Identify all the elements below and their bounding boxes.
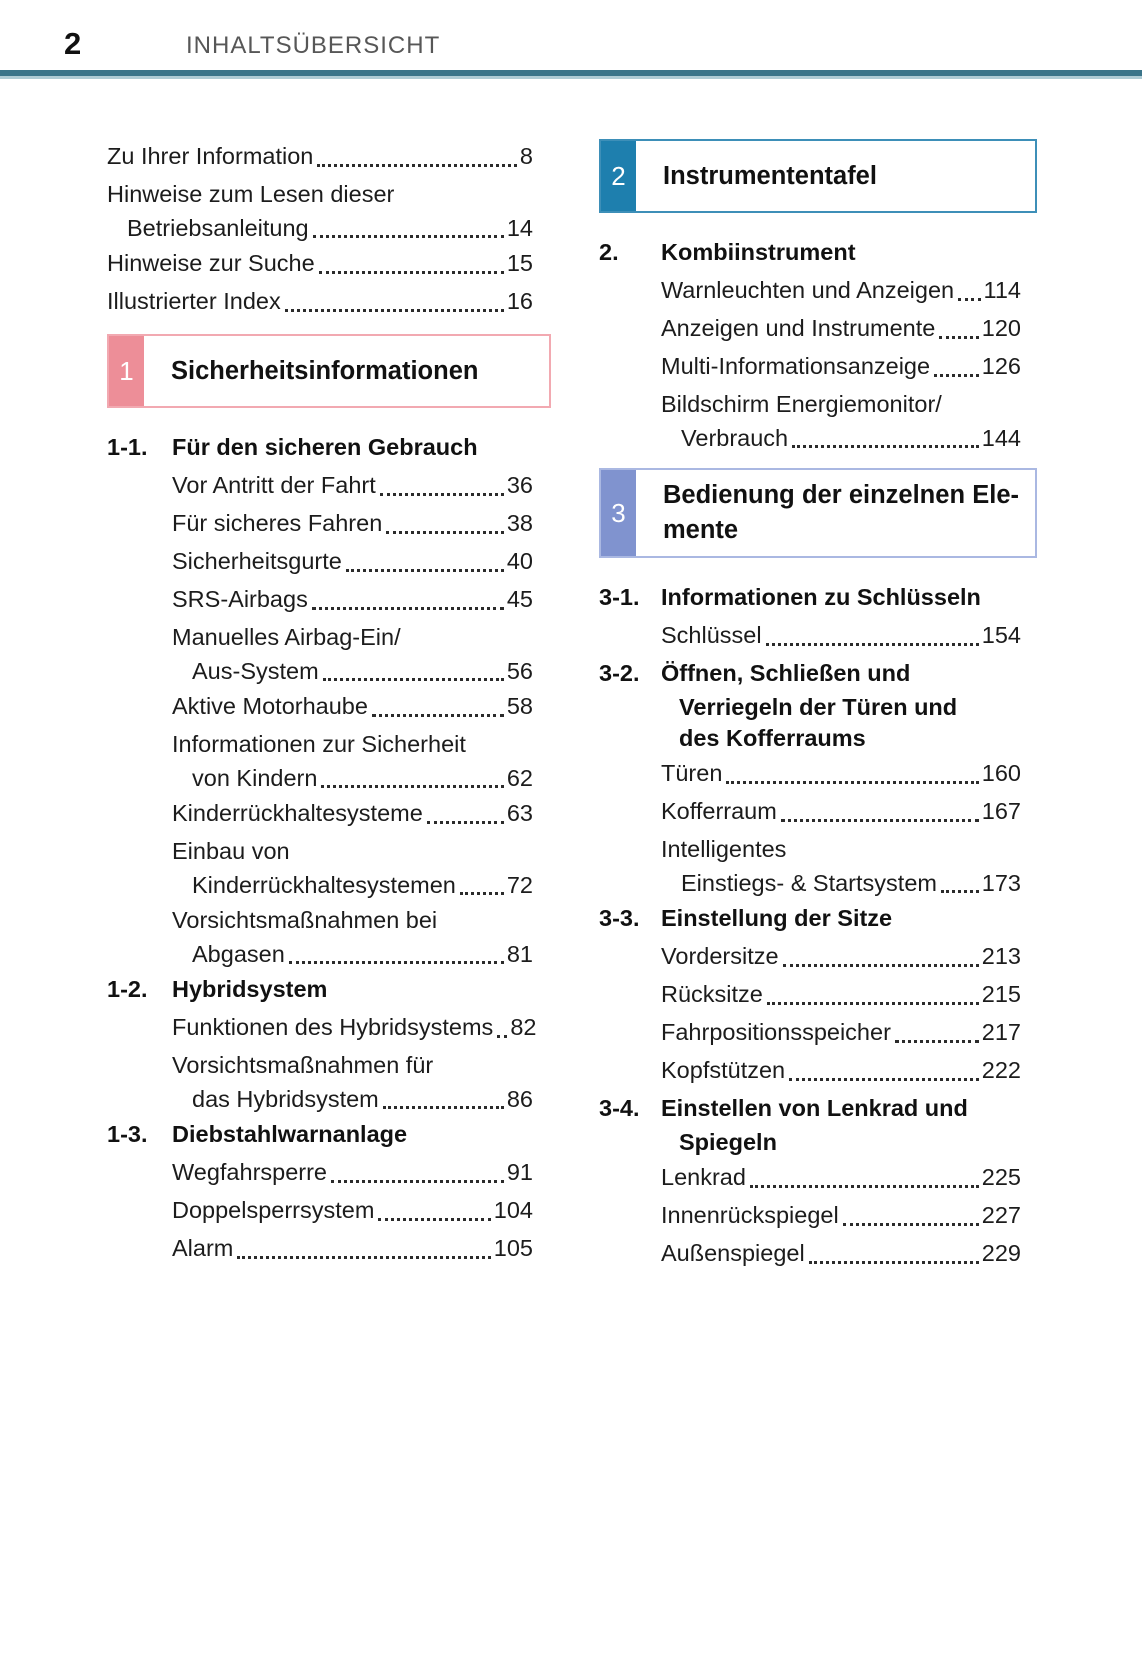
section-title — [636, 141, 1035, 211]
toc-entry-row — [172, 1229, 551, 1267]
toc-entry-row — [107, 244, 551, 282]
toc-entry-leader — [789, 1078, 979, 1081]
toc-entry-row — [661, 792, 1037, 830]
toc-entry-row — [107, 282, 551, 320]
toc-entry-leader — [319, 271, 504, 274]
toc-entry — [107, 618, 551, 687]
toc-entry — [599, 347, 1037, 385]
toc-entry-row — [172, 542, 551, 580]
toc-entry-row — [661, 1051, 1037, 1089]
toc-entry-label: Illustrierter Index — [107, 288, 281, 314]
toc-entry-page: 154 — [981, 622, 1021, 648]
toc-entry — [599, 309, 1037, 347]
toc-entry — [107, 466, 551, 504]
toc-entry-label: das Hybridsystem — [192, 1086, 379, 1112]
toc-entry — [107, 1153, 551, 1191]
toc-heading-number: 3-2. — [599, 660, 640, 686]
toc-entry-leader — [750, 1185, 979, 1188]
toc-entry-label: Innenrückspiegel — [661, 1202, 839, 1228]
section-title-line: Sicherheitsinformationen — [171, 356, 479, 385]
toc-entry-leader — [726, 781, 978, 784]
toc-entry-row — [172, 763, 551, 794]
toc-entry-page: 86 — [506, 1086, 533, 1112]
toc-entry-label: Abgasen — [192, 941, 285, 967]
toc-entry-label: Anzeigen und Instrumente — [661, 315, 936, 341]
toc-entry-leader — [781, 819, 979, 822]
toc-entry-group — [599, 1158, 1037, 1272]
toc-entry-label: Außenspiegel — [661, 1240, 805, 1266]
toc-entry-leader — [460, 892, 504, 895]
toc-entry-page: 38 — [506, 510, 533, 536]
toc-entry-label: Verbrauch — [681, 425, 789, 451]
section-tab-1 — [109, 336, 144, 406]
toc-entry-page: 45 — [506, 586, 533, 612]
toc-entry-group — [107, 137, 551, 320]
toc-heading-text — [661, 899, 1037, 937]
toc-heading-text — [661, 233, 1037, 271]
toc-entry-row — [661, 868, 1037, 899]
toc-entry-page: 215 — [981, 981, 1021, 1007]
toc-entry — [107, 901, 551, 970]
toc-entry-row — [172, 1008, 551, 1046]
toc-heading-text — [172, 428, 551, 466]
toc-entry-leader — [313, 235, 504, 238]
toc-entry-row — [172, 466, 551, 504]
toc-entry-leader — [346, 569, 504, 572]
toc-entry-label: Wegfahrsperre — [172, 1159, 327, 1185]
toc-entry-row — [172, 656, 551, 687]
toc-entry-row — [661, 1013, 1037, 1051]
toc-entry-label: Lenkrad — [661, 1164, 746, 1190]
toc-entry-label: Türen — [661, 760, 723, 786]
toc-entry — [599, 1234, 1037, 1272]
toc-entry-page: 120 — [981, 315, 1021, 341]
toc-entry-page: 173 — [981, 870, 1021, 896]
toc-entry-row — [661, 937, 1037, 975]
toc-entry-group — [599, 616, 1037, 654]
toc-entry-label: Hinweise zur Suche — [107, 250, 315, 276]
toc-entry-leader — [958, 298, 980, 301]
toc-entry-leader — [427, 821, 504, 824]
toc-entry-group — [599, 754, 1037, 899]
toc-heading-number: 3-3. — [599, 905, 640, 931]
toc-entry-leader — [766, 643, 979, 646]
toc-entry-page: 56 — [506, 658, 533, 684]
toc-entry-label: Aktive Motorhaube — [172, 693, 368, 719]
toc-heading-line: Verriegeln der Türen und — [679, 694, 958, 720]
toc-entry-leader — [289, 961, 504, 964]
toc-heading-number: 1-1. — [107, 434, 148, 460]
toc-entry — [107, 282, 551, 320]
toc-entry-page: 16 — [506, 288, 533, 314]
toc-entry-leader — [809, 1261, 979, 1264]
toc-entry — [599, 271, 1037, 309]
toc-entry-row — [172, 504, 551, 542]
toc-entry-row — [661, 271, 1037, 309]
toc-entry-line: Vorsichtsmaßnahmen für — [172, 1052, 434, 1078]
toc-heading-number: 1-3. — [107, 1121, 148, 1147]
section-box-3 — [599, 468, 1037, 558]
toc-entry-label: Aus-System — [192, 658, 319, 684]
toc-entry-line: Hinweise zum Lesen dieser — [107, 181, 395, 207]
toc-heading-text — [661, 1089, 1037, 1158]
toc-entry-leader — [378, 1218, 490, 1221]
toc-heading-line: Kombiinstrument — [661, 239, 856, 265]
section-number: 2 — [611, 161, 626, 191]
toc-entry-label: Zu Ihrer Information — [107, 143, 314, 169]
toc-entry-leader — [939, 336, 978, 339]
toc-entry-page: 63 — [506, 800, 533, 826]
toc-entry — [107, 687, 551, 725]
toc-heading — [599, 899, 1037, 937]
toc-entry-row — [661, 1234, 1037, 1272]
toc-entry-line: Vorsichtsmaßnahmen bei — [172, 907, 438, 933]
toc-entry-leader — [497, 1035, 507, 1038]
toc-entry — [107, 1046, 551, 1115]
toc-entry-page: 82 — [510, 1014, 537, 1040]
toc-heading-line: Spiegeln — [679, 1129, 777, 1155]
toc-entry-row — [172, 580, 551, 618]
toc-heading-line: Einstellung der Sitze — [661, 905, 893, 931]
section-title — [636, 470, 1035, 556]
toc-entry-line: Manuelles Airbag-Ein/ — [172, 624, 401, 650]
toc-entry-label: von Kindern — [192, 765, 318, 791]
toc-entry-label: Kofferraum — [661, 798, 777, 824]
toc-entry-page: 213 — [981, 943, 1021, 969]
section-tab-2 — [601, 141, 636, 211]
toc-entry — [599, 975, 1037, 1013]
header-rule — [0, 70, 1142, 79]
toc-entry-group — [107, 466, 551, 970]
section-box-1 — [107, 334, 551, 408]
toc-entry-page: 217 — [981, 1019, 1021, 1045]
toc-entry-group — [107, 1153, 551, 1267]
toc-entry-label: Betriebsanleitung — [127, 215, 309, 241]
toc-heading — [599, 233, 1037, 271]
toc-entry-page: 58 — [506, 693, 533, 719]
toc-entry — [107, 580, 551, 618]
toc-entry-leader — [285, 309, 504, 312]
toc-heading — [599, 578, 1037, 616]
toc-entry-page: 15 — [506, 250, 533, 276]
toc-entry-leader — [331, 1180, 504, 1183]
toc-entry-leader — [843, 1223, 979, 1226]
toc-entry-leader — [321, 785, 503, 788]
section-title-line: Bedienung der einzelnen Ele- — [663, 481, 1019, 509]
toc-entry-row — [172, 687, 551, 725]
toc-entry-page: 160 — [981, 760, 1021, 786]
toc-heading-number: 1-2. — [107, 976, 148, 1002]
toc-entry-page: 8 — [519, 143, 533, 169]
toc-heading-line: Diebstahlwarnanlage — [172, 1121, 408, 1147]
toc-entry-leader — [317, 164, 517, 167]
toc-entry-label: Fahrpositionsspeicher — [661, 1019, 891, 1045]
toc-entry-label: SRS-Airbags — [172, 586, 308, 612]
toc-entry-leader — [767, 1002, 979, 1005]
toc-heading-number: 3-4. — [599, 1095, 640, 1121]
toc-entry-row — [107, 213, 551, 244]
toc-entry-label: Kopfstützen — [661, 1057, 786, 1083]
toc-entry — [107, 137, 551, 175]
toc-heading-line: Öffnen, Schließen und — [661, 660, 911, 686]
toc-entry-row — [172, 794, 551, 832]
toc-entry-label: Rücksitze — [661, 981, 763, 1007]
toc-entry-page: 225 — [981, 1164, 1021, 1190]
toc-heading — [107, 428, 551, 466]
toc-entry-row — [661, 975, 1037, 1013]
toc-entry-page: 91 — [506, 1159, 533, 1185]
section-number: 1 — [119, 356, 134, 386]
toc-heading-line: Hybridsystem — [172, 976, 328, 1002]
toc-heading-line: Für den sicheren Gebrauch — [172, 434, 478, 460]
toc-entry-page: 126 — [981, 353, 1021, 379]
toc-entry-leader — [372, 714, 504, 717]
toc-heading-text — [172, 970, 551, 1008]
toc-entry — [599, 830, 1037, 899]
toc-entry — [107, 504, 551, 542]
toc-entry-page: 104 — [493, 1197, 533, 1223]
toc-entry-label: Funktionen des Hybridsystems — [172, 1014, 494, 1040]
toc-entry-page: 222 — [981, 1057, 1021, 1083]
toc-entry — [107, 1229, 551, 1267]
toc-entry-page: 72 — [506, 872, 533, 898]
toc-entry-page: 227 — [981, 1202, 1021, 1228]
toc-entry-line: Informationen zur Sicherheit — [172, 731, 466, 757]
toc-entry — [599, 792, 1037, 830]
toc-entry-group — [107, 1008, 551, 1115]
toc-entry-row — [172, 1191, 551, 1229]
toc-entry — [107, 175, 551, 244]
toc-entry-label: Warnleuchten und Anzeigen — [661, 277, 955, 303]
toc-entry-leader — [941, 890, 979, 893]
section-number: 3 — [611, 498, 626, 528]
toc-entry-page: 114 — [983, 277, 1021, 303]
toc-entry-row — [661, 1196, 1037, 1234]
toc-entry — [107, 832, 551, 901]
toc-entry-label: Multi-Informationsanzeige — [661, 353, 931, 379]
toc-entry-leader — [323, 678, 504, 681]
toc-heading-number: 2. — [599, 239, 619, 265]
toc-entry-row — [661, 754, 1037, 792]
toc-entry-leader — [237, 1256, 490, 1259]
toc-heading-line: Einstellen von Lenkrad und — [661, 1095, 968, 1121]
toc-entry-leader — [383, 1106, 504, 1109]
toc-entry-label: Doppelsperrsystem — [172, 1197, 375, 1223]
toc-entry-row — [661, 616, 1037, 654]
toc-entry-line: Bildschirm Energiemonitor/ — [661, 391, 942, 417]
toc-heading-text — [661, 654, 1037, 754]
toc-heading — [599, 1089, 1037, 1158]
toc-entry-line: Intelligentes — [661, 836, 787, 862]
section-title-line: Instrumententafel — [663, 161, 877, 190]
toc-entry-label: Sicherheitsgurte — [172, 548, 342, 574]
toc-entry-label: Kinderrückhaltesystemen — [192, 872, 456, 898]
toc-entry-label: Alarm — [172, 1235, 234, 1261]
toc-entry-page: 40 — [506, 548, 533, 574]
toc-entry-row — [107, 137, 551, 175]
toc-entry-row — [661, 1158, 1037, 1196]
toc-entry-row — [172, 939, 551, 970]
toc-entry-label: Einstiegs- & Startsystem — [681, 870, 937, 896]
toc-entry-page: 105 — [493, 1235, 533, 1261]
toc-entry-page: 81 — [506, 941, 533, 967]
toc-heading-line: des Kofferraums — [679, 725, 866, 751]
toc-entry-row — [661, 309, 1037, 347]
toc-entry-line: Einbau von — [172, 838, 290, 864]
toc-entry-leader — [386, 531, 504, 534]
toc-heading-text — [661, 578, 1037, 616]
toc-entry-label: Kinderrückhaltesysteme — [172, 800, 423, 826]
toc-entry — [107, 1008, 551, 1046]
page-number: 2 — [64, 26, 82, 61]
toc-entry-leader — [380, 493, 504, 496]
toc-heading-line: Informationen zu Schlüsseln — [661, 584, 981, 610]
toc-entry — [599, 1051, 1037, 1089]
toc-column-left — [107, 137, 551, 1272]
toc-entry-row — [661, 423, 1037, 454]
toc-entry-page: 144 — [981, 425, 1021, 451]
toc-entry — [107, 244, 551, 282]
toc-entry-label: Vor Antritt der Fahrt — [172, 472, 376, 498]
toc-entry-label: Für sicheres Fahren — [172, 510, 383, 536]
toc-entry-group — [599, 937, 1037, 1089]
toc-entry — [107, 794, 551, 832]
toc-entry — [599, 385, 1037, 454]
toc-entry-label: Vordersitze — [661, 943, 779, 969]
toc-entry — [599, 754, 1037, 792]
toc-entry-leader — [312, 607, 504, 610]
page-header — [0, 0, 1142, 70]
toc-column-right — [599, 137, 1037, 1272]
toc-entry-group — [599, 271, 1037, 454]
toc-entry-label: Schlüssel — [661, 622, 762, 648]
toc-entry-page: 229 — [981, 1240, 1021, 1266]
toc-entry-leader — [792, 445, 979, 448]
toc-entry — [599, 1196, 1037, 1234]
page-title: INHALTSÜBERSICHT — [186, 32, 441, 59]
toc-entry-row — [661, 347, 1037, 385]
toc-heading-text — [172, 1115, 551, 1153]
toc-entry-page: 14 — [506, 215, 533, 241]
toc-entry-leader — [783, 964, 979, 967]
toc-entry — [599, 1013, 1037, 1051]
toc-heading — [107, 1115, 551, 1153]
toc-entry-page: 62 — [506, 765, 533, 791]
toc-entry — [599, 937, 1037, 975]
toc-entry-leader — [934, 374, 979, 377]
toc-heading — [107, 970, 551, 1008]
toc-entry-row — [172, 1153, 551, 1191]
toc-entry-leader — [895, 1040, 979, 1043]
toc-heading — [599, 654, 1037, 754]
toc-entry-row — [172, 1084, 551, 1115]
toc-columns — [0, 79, 1142, 1272]
toc-entry — [107, 1191, 551, 1229]
toc-entry — [107, 542, 551, 580]
section-title-line: mente — [663, 516, 739, 544]
toc-entry-row — [172, 870, 551, 901]
toc-entry — [599, 616, 1037, 654]
section-box-2 — [599, 139, 1037, 213]
section-title — [144, 336, 549, 406]
toc-entry — [107, 725, 551, 794]
toc-entry-page: 36 — [506, 472, 533, 498]
toc-entry-page: 167 — [981, 798, 1021, 824]
toc-entry — [599, 1158, 1037, 1196]
toc-heading-number: 3-1. — [599, 584, 640, 610]
section-tab-3 — [601, 470, 636, 556]
